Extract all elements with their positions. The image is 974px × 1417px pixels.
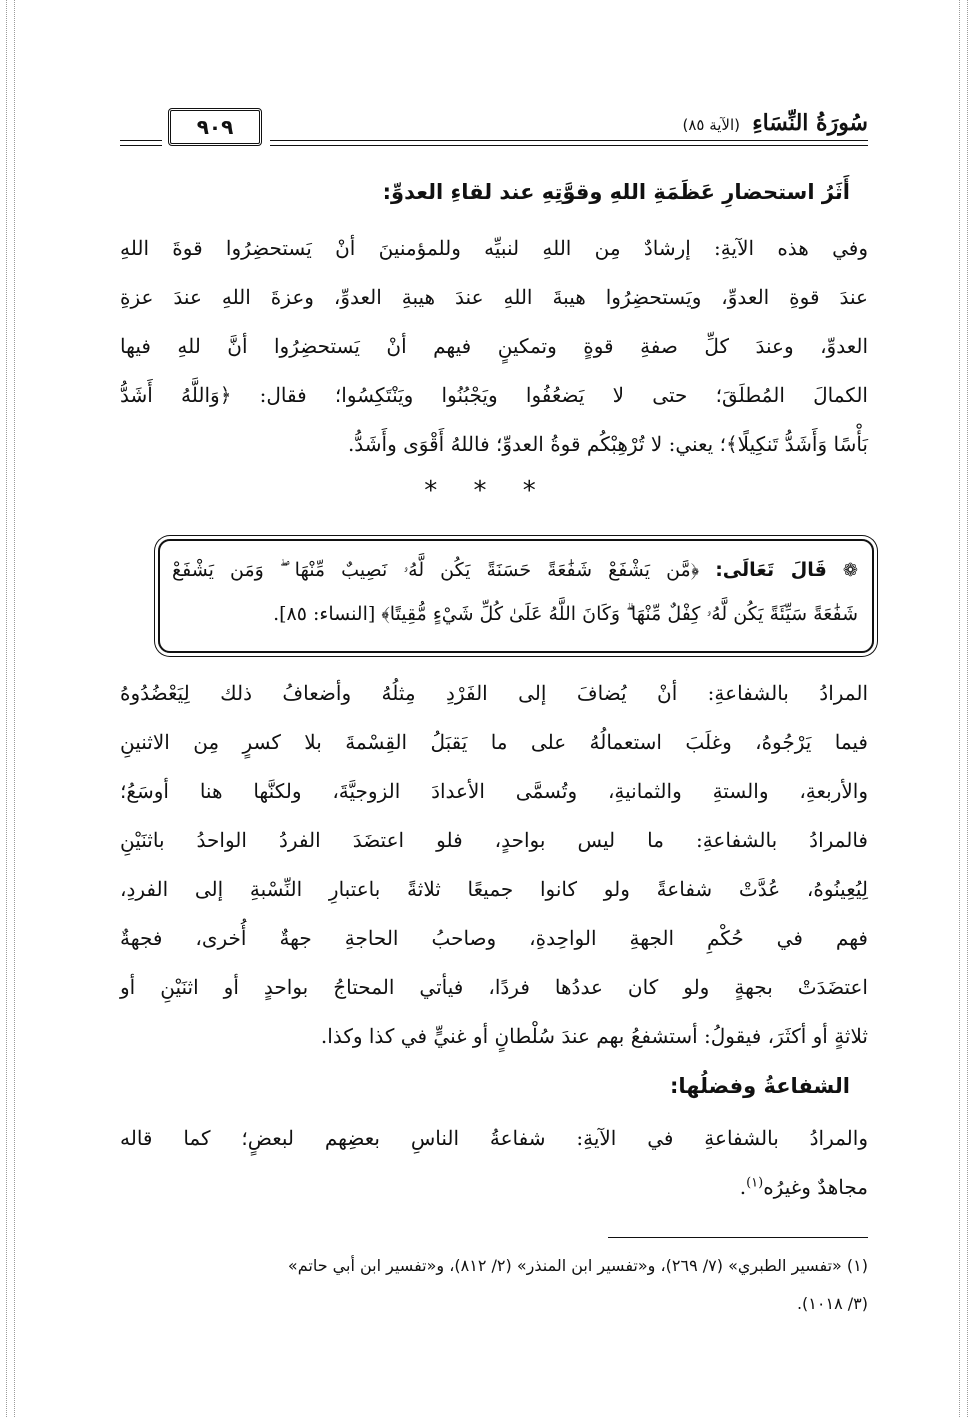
paragraph-line: لِيُعِينُوهُ، عُدَّتْ شفاعةً ولو كانوا جميعًا ثلاثةً باعتبارِ النِّسْبةِ إلى الفردِ، [120, 877, 868, 901]
header-rule [270, 140, 868, 141]
footnote-line: (١) «تفسير الطبري» (٧/ ٢٦٩)، و«تفسير ابن المنذر» (٢/ ٨١٢)، و«تفسير ابن أبي حاتم» [287, 1256, 868, 1275]
paragraph-line: ثلاثةٍ أو أكثَرَ، فيقولُ: أستشفعُ بهم عندَ سُلْطانٍ أو غنيٍّ في كذا وكذا. [320, 1024, 868, 1048]
paragraph-line [120, 1175, 868, 1199]
paragraph-line: فالمرادُ بالشفاعةِ: ما ليس بواحدٍ، فلو اعتضَدَ الفردُ الواحدُ باثنَيْنِ [120, 828, 868, 852]
footnote-reference[interactable]: (١) [746, 1175, 764, 1191]
surah-title: سُورَةُ النِّسَاءِ [752, 110, 868, 136]
footnote-divider [608, 1237, 868, 1238]
paragraph-text: مجاهدٌ وغيرُه [763, 1175, 868, 1199]
page-header [120, 100, 868, 150]
verse-text: شَفَٰعَةً سَيِّئَةً يَكُن لَّهُۥ كِفْلٌ مِّنْهَا ۗ وَكَانَ اللَّهُ عَلَىٰ كُلِّ شَيْءٍ مُّقِيتًا﴾ [النساء: ٨٥]. [273, 603, 858, 625]
section-heading: الشفاعةُ وفضلُها: [669, 1074, 850, 1098]
page-number: ٩٠٩ [196, 115, 234, 139]
header-rule [120, 145, 162, 146]
scan-edge-right-inner [959, 0, 960, 1417]
page-number-box [168, 108, 262, 146]
paragraph-line: فيما يَرْجُوهُ، وغلَبَ استعمالُهُ على ما يَقبَلُ القِسْمةَ بلا كسرٍ مِن الاثنينِ [120, 730, 868, 754]
verse-intro: قَالَ تَعَالَى: [715, 559, 827, 581]
paragraph-line: الكمالَ المُطلَقَ؛ حتى لا يَضعُفُوا ويَجْبُنُوا ويَنْتَكِسُوا؛ فقال: ﴿وَاللَّهُ أَشَدُّ [120, 383, 868, 407]
verse-text: ﴿مَّن يَشْفَعْ شَفَٰعَةً حَسَنَةً يَكُن لَّهُۥ نَصِيبٌ مِّنْهَا ۖ وَمَن يَشْفَعْ [172, 559, 700, 581]
paragraph-line: المرادُ بالشفاعةِ: أنْ يُضافَ إلى الفَرْدِ مِثلُهُ وأضعافُ ذلك لِيَعْضُدُوهُ [120, 681, 868, 705]
verse-line [172, 559, 858, 581]
end-mark: . [739, 1175, 747, 1199]
ayah-reference: (الآية ٨٥) [682, 116, 740, 134]
scan-edge-left-inner [14, 0, 15, 1417]
verse-line [172, 603, 858, 625]
section-heading: أَثَرُ استحضارِ عَظَمَةِ اللهِ وقوَّتِهِ عند لقاءِ العدوِّ: [382, 180, 850, 204]
footnote-line: (٣/ ١٠١٨). [796, 1294, 868, 1313]
scan-edge-right [967, 0, 968, 1417]
paragraph-line: وفي هذه الآيةِ: إرشادٌ مِن اللهِ لنبيِّه وللمؤمنينَ أنْ يَستحضِرُوا قوةَ اللهِ [120, 236, 868, 260]
paragraph-line: عندَ قوةِ العدوِّ، ويَستحضِرُوا هيبةَ اللهِ عندَ هيبةِ العدوِّ، وعزةَ اللهِ عندَ عزةِ [120, 285, 868, 309]
paragraph-line: اعتضَدَتْ بجهةٍ ولو كان عددُها فردًا، فيأتي المحتاجُ بواحدٍ أو اثنَيْنِ أو [120, 975, 868, 999]
paragraph-line: والأربعةِ، والستةِ والثمانيةِ، وتُسمَّى الأعدادَ الزوجيَّةَ، ولكنَّها هنا أوسَعُ؛ [120, 779, 868, 803]
quran-verse-box [158, 539, 874, 653]
ornament-icon: ❁ [842, 560, 858, 581]
paragraph-line: فهم في حُكْمِ الجهةِ الواحِدةِ، وصاحبُ الحاجةِ جهةٌ أُخرى، فجهةٌ [120, 926, 868, 950]
section-separator: * * * [424, 476, 550, 506]
header-rule [270, 145, 868, 146]
header-rule [120, 140, 162, 141]
paragraph-line: بَأْسًا وَأَشَدُّ تَنكِيلًا﴾؛ يعني: لا تُرْهِبْكُم قوةُ العدوِّ؛ فاللهُ أَقْوَى وأَشَدُّ. [347, 432, 868, 456]
paragraph-line: والمرادُ بالشفاعةِ في الآيةِ: شفاعةُ الناسِ بعضِهم لبعضٍ؛ كما قاله [120, 1126, 868, 1150]
paragraph-line: العدوِّ، وعندَ كلِّ صفةِ قوةٍ وتمكينٍ فيهم أنْ يَستحضِرُوا أنَّ للهِ فيها [120, 334, 868, 358]
scan-edge-left [6, 0, 7, 1417]
